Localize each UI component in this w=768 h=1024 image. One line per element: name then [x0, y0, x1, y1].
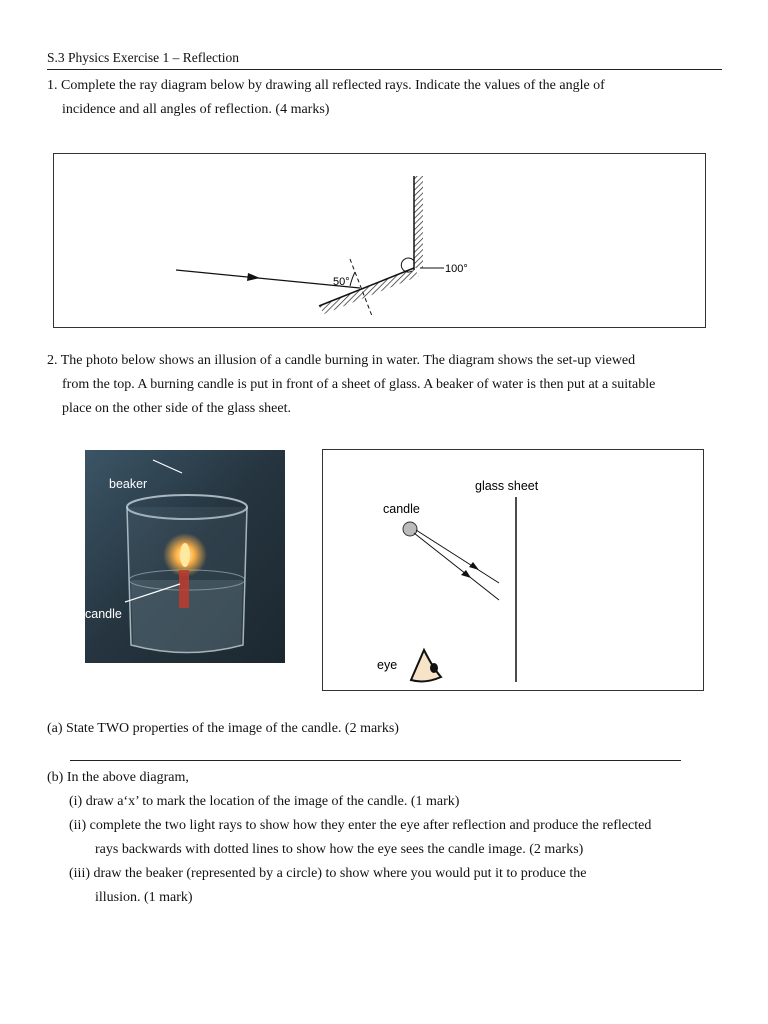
question-2: [47, 349, 737, 421]
part-b-iii-line-2: illusion. (1 mark): [95, 890, 193, 905]
page-title: S.3 Physics Exercise 1 – Reflection: [47, 50, 722, 70]
angle-label-50: 50°: [333, 276, 350, 288]
question-2-line-2: from the top. A burning candle is put in front of a sheet of glass. A beaker of water is then put at a suitable: [62, 377, 656, 392]
part-b-intro: (b) In the above diagram,: [47, 770, 189, 785]
label-candle: candle: [383, 502, 420, 516]
question-2-line-1: 2. The photo below shows an illusion of a candle burning in water. The diagram shows the set-up viewed: [47, 353, 636, 368]
ray-diagram-box: [53, 153, 706, 328]
top-view-diagram: [323, 450, 705, 692]
angle-arc-50: [350, 272, 355, 286]
vertical-mirror-hatching: [414, 176, 423, 268]
answer-line[interactable]: [70, 760, 681, 761]
part-b-i: (i) draw a‘x’ to mark the location of the image of the candle. (1 mark): [69, 794, 460, 809]
label-eye: eye: [377, 658, 398, 672]
incident-ray-arrow: [247, 273, 260, 281]
question-1-line-2: incidence and all angles of reflection. (4 marks): [62, 102, 330, 117]
question-2-line-3: place on the other side of the glass sheet.: [62, 401, 291, 416]
top-view-diagram-box: [322, 449, 704, 691]
candle-photo-image: [85, 450, 285, 663]
part-b-ii-line-1: (ii) complete the two light rays to show how they enter the eye after reflection and produce the reflected: [69, 818, 652, 833]
question-1-line-1: 1. Complete the ray diagram below by drawing all reflected rays. Indicate the values of the angle of: [47, 78, 605, 93]
part-a: (a) State TWO properties of the image of the candle. (2 marks): [47, 721, 399, 736]
part-b-iii-line-1: (iii) draw the beaker (represented by a circle) to show where you would put it to produce the: [69, 866, 587, 881]
eye-icon: [411, 650, 441, 681]
photo-label-beaker: beaker: [109, 477, 148, 491]
angle-label-100: 100°: [445, 263, 468, 275]
question-1: [47, 74, 727, 122]
ray-diagram: [54, 154, 707, 329]
photo-label-candle: candle: [85, 607, 122, 621]
part-b-ii-line-2: rays backwards with dotted lines to show how the eye sees the candle image. (2 marks): [95, 842, 584, 857]
label-glass-sheet: glass sheet: [475, 479, 539, 493]
light-ray-2-arrow: [469, 562, 479, 570]
light-ray-2: [416, 530, 499, 583]
candle-photo: [85, 450, 285, 663]
part-b: [47, 766, 737, 910]
light-ray-1: [414, 533, 499, 600]
